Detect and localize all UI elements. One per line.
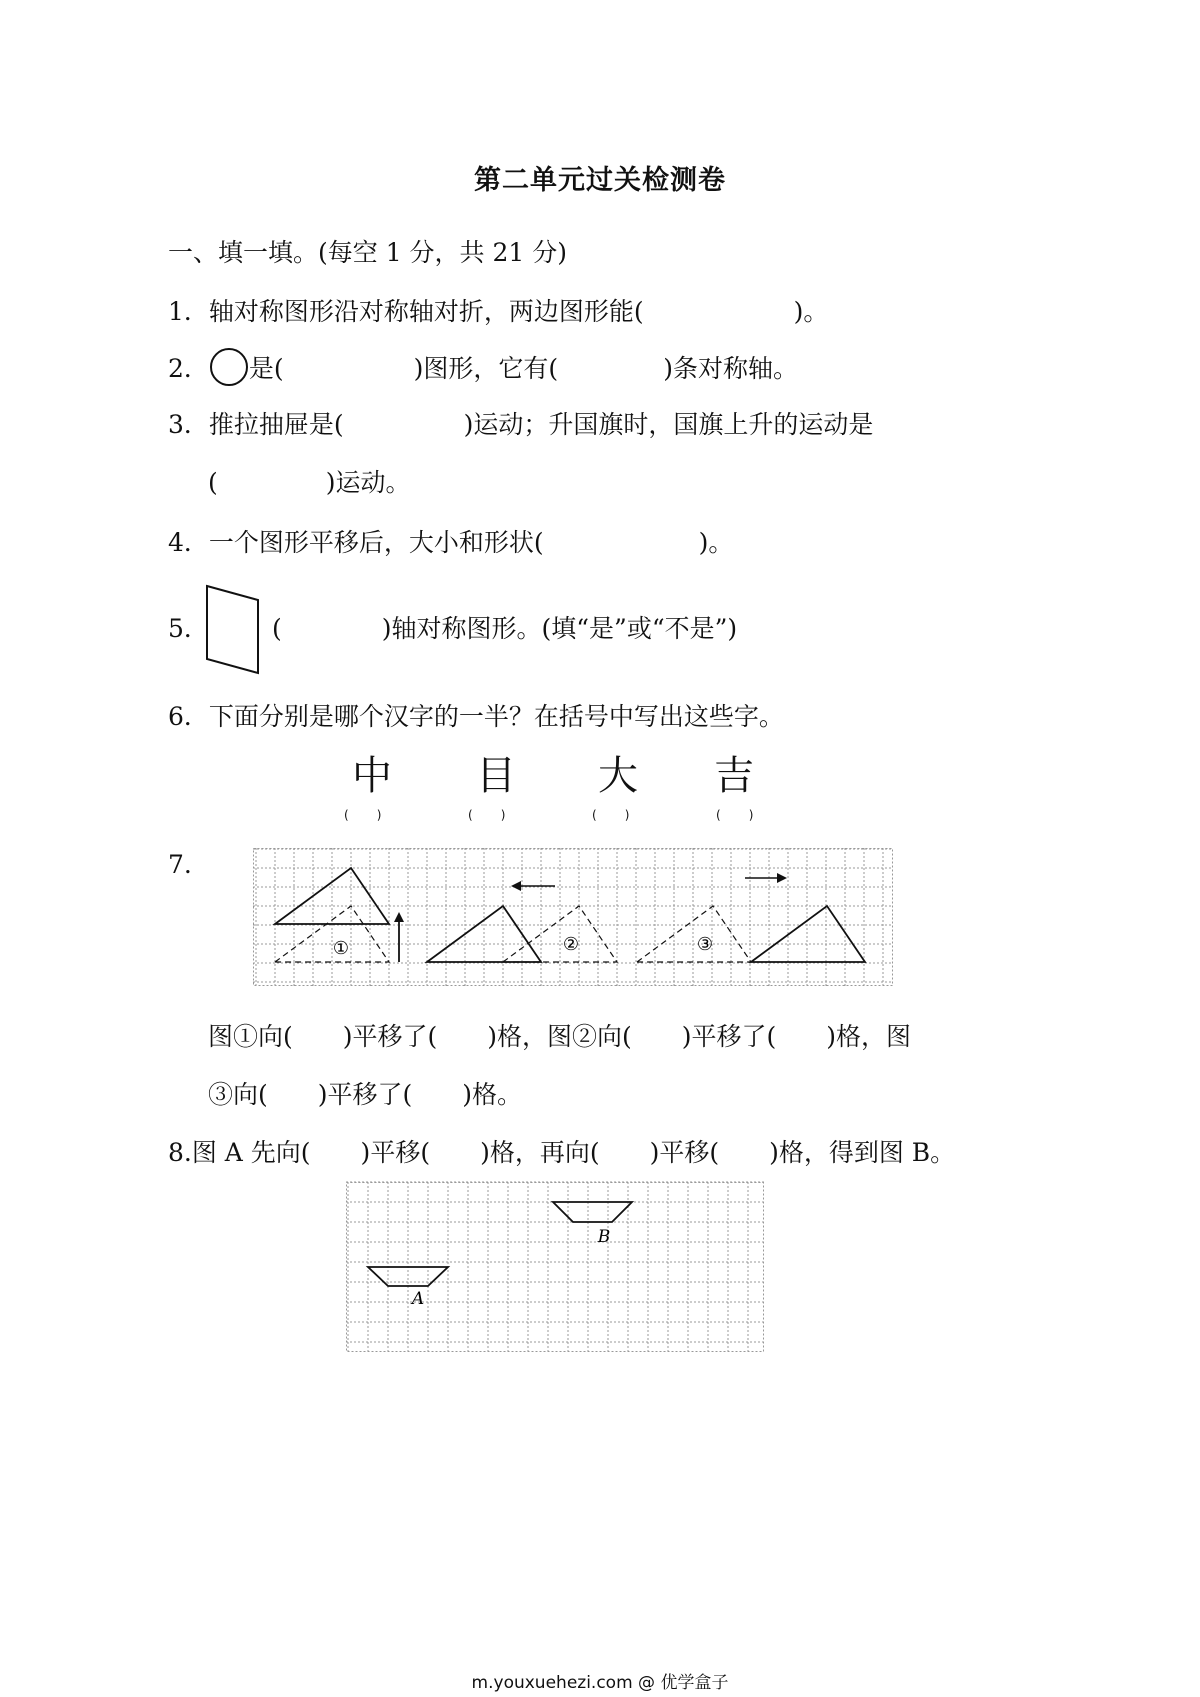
page-title: 第二单元过关检测卷 (474, 165, 726, 196)
question-number: 6． (168, 702, 209, 731)
question-number: 2． (168, 354, 209, 383)
question-5 (272, 612, 737, 646)
question-text: 推拉抽屉是( (208, 410, 344, 439)
label-a: A (411, 1289, 425, 1309)
question-number: 3． (168, 410, 209, 439)
question-text: )轴对称图形。(填“是”或“不是”) (381, 614, 738, 643)
question-7-line-1: 图①向( )平移了( )格，图②向( )平移了( )格，图 (208, 1022, 912, 1051)
answer-paren-3[interactable]: ( ) (592, 808, 630, 822)
question-7-line-2: ③向( )平移了( )格。 (208, 1080, 523, 1109)
arrow-right-head (777, 873, 787, 883)
arrow-left-head (511, 881, 521, 891)
translation-grid-figure (253, 848, 893, 986)
question-3-cont (208, 466, 411, 500)
question-text: 一个图形平移后，大小和形状( (208, 528, 544, 557)
question-number: 8. (168, 1138, 192, 1167)
question-number: 4． (168, 528, 209, 557)
question-3 (168, 408, 873, 442)
half-character-1: 中 (352, 753, 392, 799)
question-1 (168, 295, 828, 329)
half-character-2: 目 (476, 753, 516, 799)
question-text: 图 A 先向( )平移( )格，再向( )平移( )格，得到图 B。 (191, 1138, 956, 1167)
question-2 (168, 352, 798, 386)
question-text: ( (208, 468, 218, 497)
question-text: )。 (793, 297, 829, 326)
question-text: 轴对称图形沿对称轴对折，两边图形能( (208, 297, 644, 326)
question-number: 1． (168, 297, 209, 326)
answer-paren-4[interactable]: ( ) (716, 808, 754, 822)
figure-label-3: ③ (696, 934, 714, 955)
question-text: )条对称轴。 (663, 354, 798, 383)
question-text: 下面分别是哪个汉字的一半？在括号中写出这些字。 (208, 702, 784, 731)
question-text: )运动；升国旗时，国旗上升的运动是 (463, 410, 874, 439)
question-8 (168, 1136, 955, 1170)
figure-label-2: ② (562, 934, 580, 955)
triangle-3-solid (751, 906, 865, 962)
section-heading: 一、填一填。(每空 1 分，共 21 分) (168, 238, 568, 267)
question-text: )。 (698, 528, 734, 557)
trapezoid-grid-figure (346, 1182, 764, 1352)
circle-figure (209, 353, 249, 383)
parallelogram-figure (200, 583, 264, 677)
triangle-3-dashed (637, 906, 751, 962)
question-4 (168, 526, 733, 560)
footer-watermark: m.youxuehezi.com @ 优学盒子 (471, 1673, 729, 1693)
label-b: B (597, 1227, 611, 1247)
arrow-up-head (394, 912, 404, 922)
answer-paren-1[interactable]: ( ) (344, 808, 382, 822)
half-character-4: 吉 (714, 753, 754, 799)
question-text: )运动。 (325, 468, 411, 497)
trapezoid-b (553, 1202, 632, 1222)
answer-paren-2[interactable]: ( ) (468, 808, 506, 822)
question-text: )图形，它有( (413, 354, 559, 383)
question-7-number: 7. (168, 850, 192, 879)
figure-label-1: ① (332, 938, 350, 959)
question-6 (168, 700, 784, 734)
question-text: 是( (248, 354, 284, 383)
half-character-3: 大 (598, 753, 638, 799)
question-text: ( (272, 614, 282, 643)
question-5-number: 5． (168, 614, 209, 643)
